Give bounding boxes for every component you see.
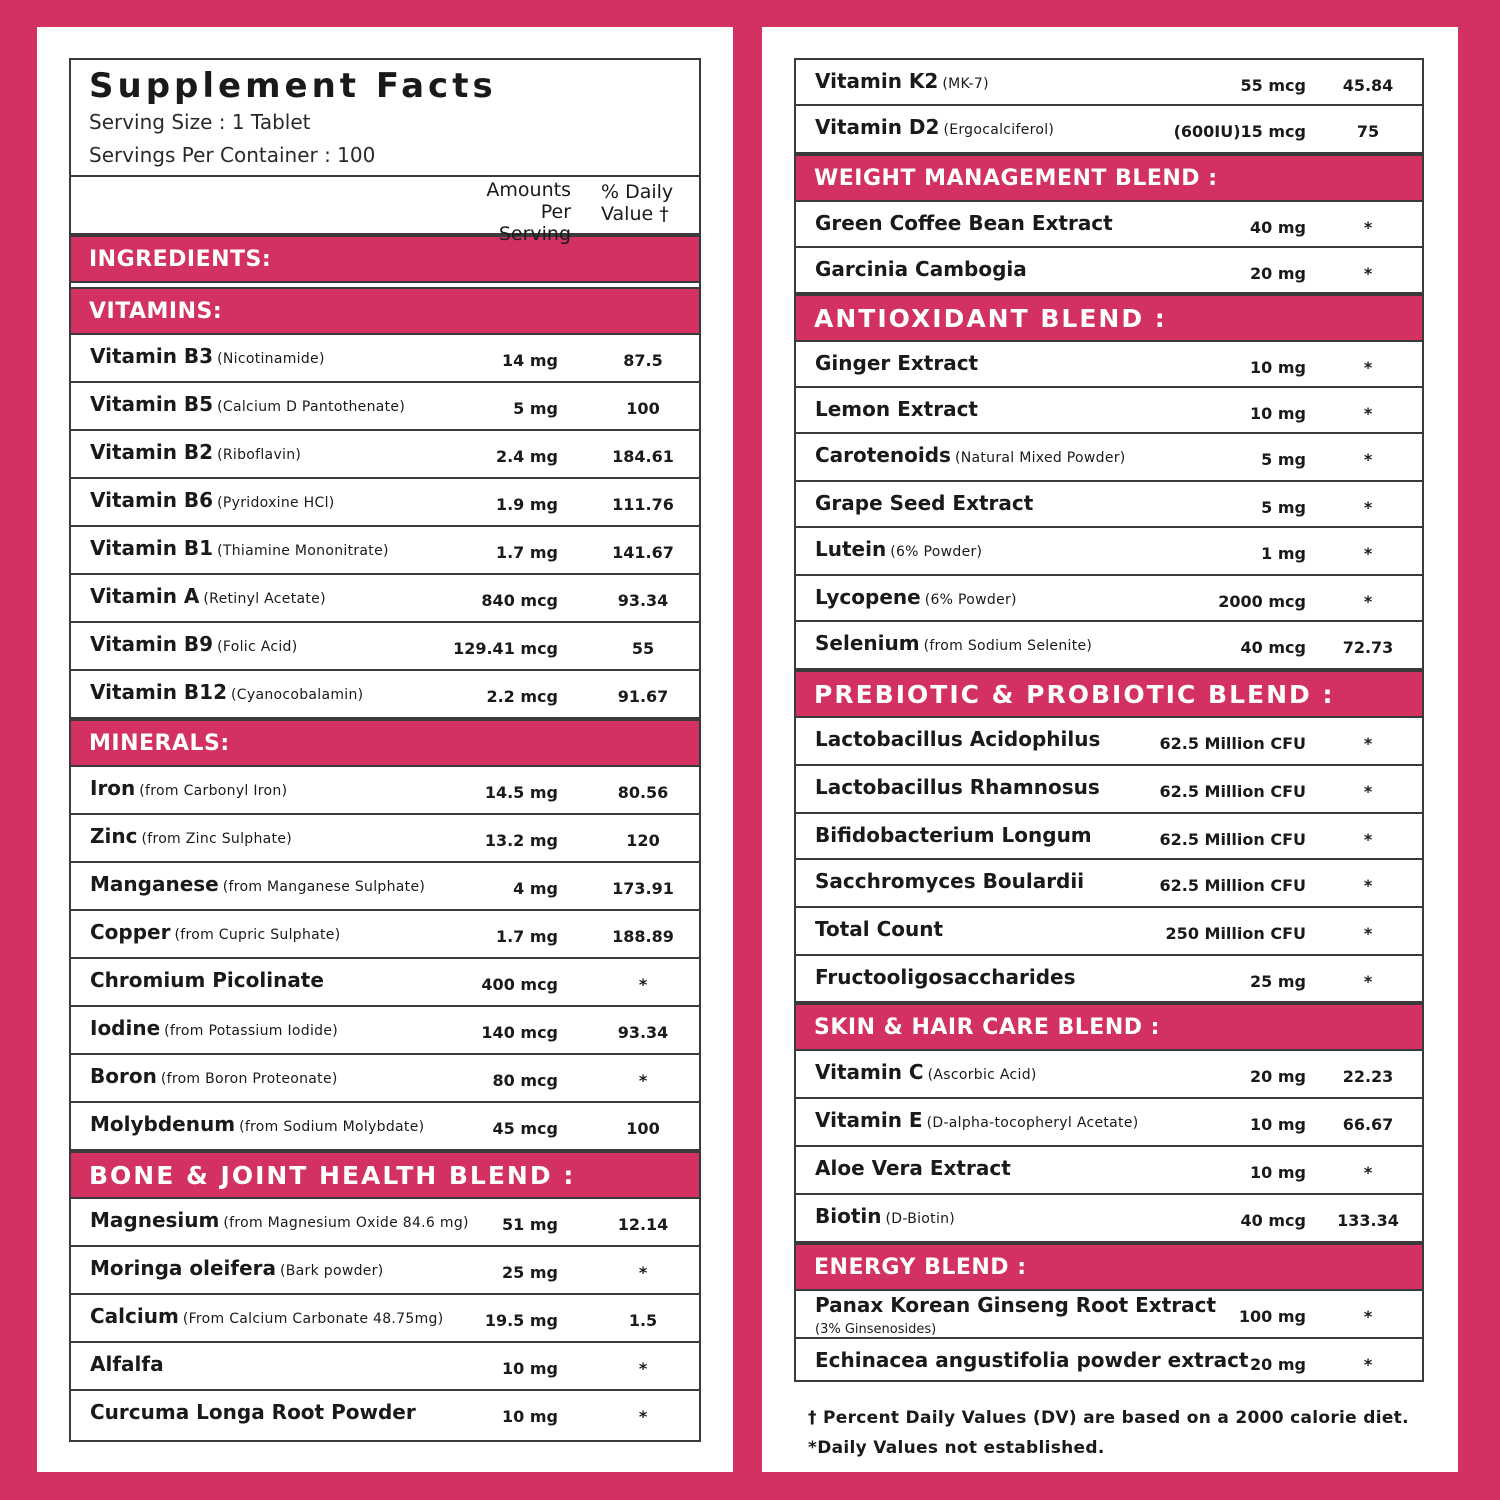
left-facts-table (69, 58, 701, 1442)
daily-value: * (1363, 450, 1373, 469)
ingredient-source: (from Potassium Iodide) (164, 1023, 338, 1039)
ingredient-name (815, 257, 1027, 281)
ingredient-label: Total Count (815, 917, 944, 941)
amount-per-serving: 1 mg (1261, 544, 1306, 563)
amount-per-serving: 62.5 Million CFU (1159, 830, 1306, 849)
ingredient-label: Manganese (90, 872, 219, 896)
right-table-body (796, 60, 1422, 1387)
daily-value: * (1363, 1355, 1373, 1374)
table-row (796, 202, 1422, 248)
daily-value: * (1363, 1163, 1373, 1182)
amount-label-line1: Amounts (486, 179, 571, 201)
ingredient-label: Vitamin B3 (90, 344, 214, 368)
daily-value: 120 (626, 831, 660, 850)
daily-value: * (638, 1359, 648, 1378)
left-panel (37, 27, 733, 1472)
table-row (71, 671, 699, 719)
right-facts-table (794, 58, 1424, 1382)
table-row (71, 335, 699, 383)
daily-value: 100 (626, 1119, 660, 1138)
footnote-dv: † Percent Daily Values (DV) are based on a 2000 calorie diet. (808, 1408, 1409, 1428)
ingredient-label: Panax Korean Ginseng Root Extract (815, 1293, 1217, 1317)
daily-value: * (1363, 498, 1373, 517)
daily-value: 93.34 (617, 1023, 669, 1042)
ingredient-label: Vitamin A (90, 584, 200, 608)
page-title: Supplement Facts (89, 66, 497, 106)
table-row (796, 1339, 1422, 1387)
amount-per-serving: 5 mg (1261, 450, 1306, 469)
ingredient-label: Lycopene (815, 585, 921, 609)
ingredient-name (815, 537, 982, 561)
table-row (796, 956, 1422, 1003)
daily-value: * (1363, 592, 1373, 611)
daily-value: 45.84 (1342, 76, 1394, 95)
ingredient-label: Vitamin B1 (90, 536, 214, 560)
table-row (796, 434, 1422, 482)
amount-per-serving: 55 mcg (1240, 76, 1306, 95)
ingredient-name (90, 968, 324, 992)
table-row (71, 1295, 699, 1343)
table-row (796, 1051, 1422, 1099)
table-row (796, 60, 1422, 106)
amount-per-serving: 40 mcg (1240, 1211, 1306, 1230)
amount-per-serving: 1.7 mg (495, 543, 558, 562)
ingredient-label: Vitamin K2 (815, 69, 939, 93)
facts-header (71, 60, 699, 177)
ingredient-name (815, 917, 943, 941)
daily-value: * (1363, 404, 1373, 423)
daily-value: 91.67 (617, 687, 669, 706)
amount-per-serving: 10 mg (502, 1359, 558, 1378)
ingredient-label: Selenium (815, 631, 920, 655)
ingredient-label: Grape Seed Extract (815, 491, 1034, 515)
table-row (796, 1195, 1422, 1243)
daily-value: * (1363, 218, 1373, 237)
ingredient-name (815, 1156, 1011, 1180)
ingredient-label: Copper (90, 920, 171, 944)
ingredient-label: Vitamin B2 (90, 440, 214, 464)
ingredient-label: Lemon Extract (815, 397, 978, 421)
table-row (796, 1291, 1422, 1339)
ingredient-source: (from Sodium Molybdate) (239, 1119, 425, 1135)
ingredient-label: Magnesium (90, 1208, 220, 1232)
amount-per-serving: 100 mg (1238, 1307, 1306, 1326)
ingredient-subnote: (3% Ginsenosides) (815, 1322, 937, 1337)
amount-per-serving: 4 mg (513, 879, 558, 898)
ingredient-name (815, 1348, 1249, 1372)
table-row (71, 1055, 699, 1103)
ingredient-name (90, 680, 363, 704)
ingredient-label: Iron (90, 776, 136, 800)
amount-per-serving: 20 mg (1250, 1067, 1306, 1086)
daily-value: * (1363, 876, 1373, 895)
ingredient-name (815, 1108, 1139, 1132)
table-row (71, 1007, 699, 1055)
daily-value: * (1363, 830, 1373, 849)
ingredient-name (90, 632, 297, 656)
daily-value: 66.67 (1342, 1115, 1394, 1134)
ingredient-name (90, 584, 326, 608)
table-row (796, 1147, 1422, 1195)
amount-per-serving: 400 mcg (481, 975, 558, 994)
daily-value: 93.34 (617, 591, 669, 610)
daily-value: * (1363, 358, 1373, 377)
amount-per-serving: 51 mg (502, 1215, 558, 1234)
ingredient-name (815, 1060, 1037, 1084)
ingredient-label: Lutein (815, 537, 887, 561)
ingredient-name (815, 115, 1054, 139)
table-row (71, 815, 699, 863)
ingredient-name (90, 1016, 338, 1040)
ingredient-label: Ginger Extract (815, 351, 979, 375)
amount-per-serving: (600IU)15 mcg (1173, 122, 1306, 141)
ingredient-label: Fructooligosaccharides (815, 965, 1076, 989)
table-row (71, 575, 699, 623)
ingredient-label: Moringa oleifera (90, 1256, 277, 1280)
table-row (71, 527, 699, 575)
ingredient-source: (Retinyl Acetate) (203, 591, 326, 607)
ingredient-name (815, 211, 1113, 235)
amount-per-serving: 840 mcg (481, 591, 558, 610)
ingredient-label: Vitamin B12 (90, 680, 228, 704)
ingredient-name (90, 392, 405, 416)
ingredient-name (815, 491, 1033, 515)
section-header: ANTIOXIDANT BLEND : (796, 294, 1422, 342)
ingredient-name (90, 1352, 164, 1376)
amount-per-serving: 40 mcg (1240, 638, 1306, 657)
ingredient-label: Carotenoids (815, 443, 951, 467)
daily-value: * (1363, 924, 1373, 943)
ingredient-name (815, 1204, 955, 1228)
ingredient-name (90, 920, 340, 944)
ingredient-name (815, 443, 1126, 467)
ingredient-label: Vitamin E (815, 1108, 923, 1132)
table-row (71, 767, 699, 815)
daily-value: * (638, 1407, 648, 1426)
amount-per-serving: 2000 mcg (1218, 592, 1306, 611)
amount-per-serving: 129.41 mcg (453, 639, 558, 658)
left-table-body (71, 235, 699, 1439)
table-row (796, 388, 1422, 434)
amount-label-line2: Per Serving (498, 201, 571, 245)
amount-per-serving: 10 mg (502, 1407, 558, 1426)
ingredient-source: (from Carbonyl Iron) (139, 783, 288, 799)
ingredient-label: Garcinia Cambogia (815, 257, 1027, 281)
ingredient-name (815, 397, 978, 421)
daily-value: 12.14 (617, 1215, 669, 1234)
section-header: WEIGHT MANAGEMENT BLEND : (796, 154, 1422, 202)
section-header: VITAMINS: (71, 287, 699, 335)
amount-per-serving: 10 mg (1250, 358, 1306, 377)
ingredient-label: Bifidobacterium Longum (815, 823, 1092, 847)
ingredient-source: (Pyridoxine HCl) (217, 495, 335, 511)
amount-per-serving: 5 mg (513, 399, 558, 418)
ingredient-label: Biotin (815, 1204, 882, 1228)
amount-per-serving: 1.9 mg (495, 495, 558, 514)
daily-value: * (1363, 972, 1373, 991)
table-row (796, 482, 1422, 528)
amount-per-serving: 45 mcg (492, 1119, 558, 1138)
amount-per-serving: 62.5 Million CFU (1159, 734, 1306, 753)
table-row (71, 479, 699, 527)
section-header: SKIN & HAIR CARE BLEND : (796, 1003, 1422, 1051)
ingredient-name (815, 585, 1017, 609)
ingredient-name (815, 869, 1084, 893)
ingredient-source: (Thiamine Mononitrate) (217, 543, 389, 559)
table-row (71, 1343, 699, 1391)
amount-per-serving: 14 mg (502, 351, 558, 370)
ingredient-name (90, 1112, 424, 1136)
amount-per-serving: 10 mg (1250, 1163, 1306, 1182)
ingredient-source: (Nicotinamide) (217, 351, 325, 367)
daily-value: 188.89 (612, 927, 674, 946)
table-row (71, 911, 699, 959)
ingredient-label: Vitamin D2 (815, 115, 940, 139)
ingredient-label: Sacchromyces Boulardii (815, 869, 1085, 893)
amount-per-serving: 250 Million CFU (1165, 924, 1306, 943)
ingredient-label: Iodine (90, 1016, 161, 1040)
table-row (796, 860, 1422, 908)
table-row (71, 1247, 699, 1295)
daily-value: * (638, 975, 648, 994)
daily-value: * (638, 1071, 648, 1090)
amount-per-serving: 13.2 mg (484, 831, 558, 850)
daily-value: 87.5 (623, 351, 663, 370)
daily-value: 75 (1356, 122, 1380, 141)
ingredient-source: (MK-7) (942, 76, 989, 92)
table-row (796, 1099, 1422, 1147)
ingredient-label: Vitamin B6 (90, 488, 214, 512)
ingredient-name (815, 351, 978, 375)
daily-value: 141.67 (612, 543, 674, 562)
amount-per-serving: 19.5 mg (484, 1311, 558, 1330)
table-row (71, 863, 699, 911)
ingredient-name (90, 872, 425, 896)
ingredient-label: Vitamin B9 (90, 632, 214, 656)
ingredient-label: Echinacea angustifolia powder extract (815, 1348, 1249, 1372)
amount-per-serving: 20 mg (1250, 264, 1306, 283)
ingredient-name (90, 536, 389, 560)
ingredient-source: (Cyanocobalamin) (231, 687, 364, 703)
ingredient-name (815, 965, 1076, 989)
table-row (71, 959, 699, 1007)
daily-value: 133.34 (1337, 1211, 1399, 1230)
ingredient-name (90, 344, 325, 368)
table-row (796, 342, 1422, 388)
ingredient-name (815, 727, 1100, 751)
ingredient-name (90, 1208, 469, 1232)
table-row (796, 622, 1422, 670)
ingredient-source: (Riboflavin) (217, 447, 302, 463)
ingredient-name (815, 823, 1092, 847)
amount-per-serving: 2.4 mg (495, 447, 558, 466)
ingredient-name (815, 69, 989, 93)
ingredient-source: (from Zinc Sulphate) (141, 831, 292, 847)
ingredient-label: Curcuma Longa Root Powder (90, 1400, 416, 1424)
daily-value: * (1363, 782, 1373, 801)
daily-value: * (1363, 544, 1373, 563)
ingredient-name (815, 775, 1100, 799)
footnote-not-established: *Daily Values not established. (808, 1438, 1105, 1458)
amount-per-serving: 62.5 Million CFU (1159, 876, 1306, 895)
ingredient-label: Green Coffee Bean Extract (815, 211, 1113, 235)
servings-per-container: Servings Per Container : 100 (89, 143, 376, 167)
daily-value: 173.91 (612, 879, 674, 898)
table-row (71, 1199, 699, 1247)
ingredient-source: (6% Powder) (924, 592, 1017, 608)
daily-value: 1.5 (628, 1311, 658, 1330)
ingredient-label: Boron (90, 1064, 157, 1088)
table-row (796, 248, 1422, 294)
amount-per-serving: 2.2 mcg (486, 687, 558, 706)
section-header: MINERALS: (71, 719, 699, 767)
table-row (796, 106, 1422, 154)
ingredient-source: (D-alpha-tocopheryl Acetate) (926, 1115, 1139, 1131)
section-header: BONE & JOINT HEALTH BLEND : (71, 1151, 699, 1199)
amount-per-serving: 25 mg (1250, 972, 1306, 991)
ingredient-label: Vitamin B5 (90, 392, 214, 416)
amount-per-serving: 14.5 mg (484, 783, 558, 802)
daily-value: * (1363, 1307, 1373, 1326)
section-header: INGREDIENTS: (71, 235, 699, 283)
table-row (796, 576, 1422, 622)
table-row (796, 528, 1422, 576)
ingredient-source: (Folic Acid) (217, 639, 298, 655)
ingredient-source: (from Boron Proteonate) (160, 1071, 338, 1087)
daily-value: 72.73 (1342, 638, 1394, 657)
ingredient-name (90, 776, 287, 800)
ingredient-source: (Ascorbic Acid) (927, 1067, 1037, 1083)
daily-value: * (1363, 734, 1373, 753)
ingredient-name (90, 1304, 443, 1328)
ingredient-source: (D-Biotin) (885, 1211, 956, 1227)
amount-per-serving: 20 mg (1250, 1355, 1306, 1374)
ingredient-source: (from Manganese Sulphate) (222, 879, 426, 895)
daily-value: * (1363, 264, 1373, 283)
ingredient-label: Lactobacillus Acidophilus (815, 727, 1101, 751)
amount-per-serving: 5 mg (1261, 498, 1306, 517)
ingredient-source: (from Sodium Selenite) (923, 638, 1093, 654)
table-row (796, 766, 1422, 814)
ingredient-label: Aloe Vera Extract (815, 1156, 1011, 1180)
ingredient-name (90, 1256, 384, 1280)
ingredient-label: Vitamin C (815, 1060, 924, 1084)
section-header: ENERGY BLEND : (796, 1243, 1422, 1291)
table-row (71, 1391, 699, 1439)
ingredient-name (90, 1400, 416, 1424)
table-row (71, 383, 699, 431)
footnotes (808, 1403, 1409, 1463)
ingredient-source: (Natural Mixed Powder) (954, 450, 1126, 466)
ingredient-source: (from Cupric Sulphate) (174, 927, 341, 943)
ingredient-label: Lactobacillus Rhamnosus (815, 775, 1100, 799)
ingredient-name (815, 631, 1092, 655)
amount-per-serving: 80 mcg (492, 1071, 558, 1090)
daily-value: 111.76 (612, 495, 674, 514)
ingredient-label: Molybdenum (90, 1112, 236, 1136)
daily-value: 80.56 (617, 783, 669, 802)
ingredient-source: (From Calcium Carbonate 48.75mg) (182, 1311, 444, 1327)
table-row (796, 718, 1422, 766)
daily-value: 22.23 (1342, 1067, 1394, 1086)
table-row (796, 908, 1422, 956)
ingredient-name (815, 1293, 1216, 1317)
column-header (71, 177, 699, 245)
table-row (796, 814, 1422, 860)
daily-value: 100 (626, 399, 660, 418)
daily-value: 184.61 (612, 447, 674, 466)
ingredient-source: (Bark powder) (280, 1263, 384, 1279)
dv-label-line2: Value † (601, 203, 669, 225)
daily-value: * (638, 1263, 648, 1282)
table-row (71, 431, 699, 479)
daily-value: 55 (631, 639, 655, 658)
section-header: PREBIOTIC & PROBIOTIC BLEND : (796, 670, 1422, 718)
ingredient-source: (6% Powder) (890, 544, 983, 560)
ingredient-name (90, 824, 292, 848)
amount-per-serving: 10 mg (1250, 1115, 1306, 1134)
ingredient-source: (from Magnesium Oxide 84.6 mg) (223, 1215, 469, 1231)
amount-per-serving: 25 mg (502, 1263, 558, 1282)
ingredient-name (90, 1064, 338, 1088)
amount-per-serving: 10 mg (1250, 404, 1306, 423)
amount-column-label (463, 179, 571, 245)
amount-per-serving: 1.7 mg (495, 927, 558, 946)
serving-size: Serving Size : 1 Tablet (89, 110, 311, 134)
ingredient-label: Alfalfa (90, 1352, 164, 1376)
ingredient-name (90, 488, 335, 512)
ingredient-label: Chromium Picolinate (90, 968, 324, 992)
dv-column-label (601, 181, 701, 225)
table-row (71, 623, 699, 671)
ingredient-source: (Ergocalciferol) (943, 122, 1055, 138)
amount-per-serving: 62.5 Million CFU (1159, 782, 1306, 801)
right-panel (762, 27, 1458, 1472)
amount-per-serving: 140 mcg (481, 1023, 558, 1042)
table-row (71, 1103, 699, 1151)
ingredient-label: Zinc (90, 824, 138, 848)
dv-label-line1: % Daily (601, 181, 674, 203)
amount-per-serving: 40 mg (1250, 218, 1306, 237)
ingredient-label: Calcium (90, 1304, 179, 1328)
ingredient-source: (Calcium D Pantothenate) (217, 399, 406, 415)
ingredient-name (90, 440, 301, 464)
